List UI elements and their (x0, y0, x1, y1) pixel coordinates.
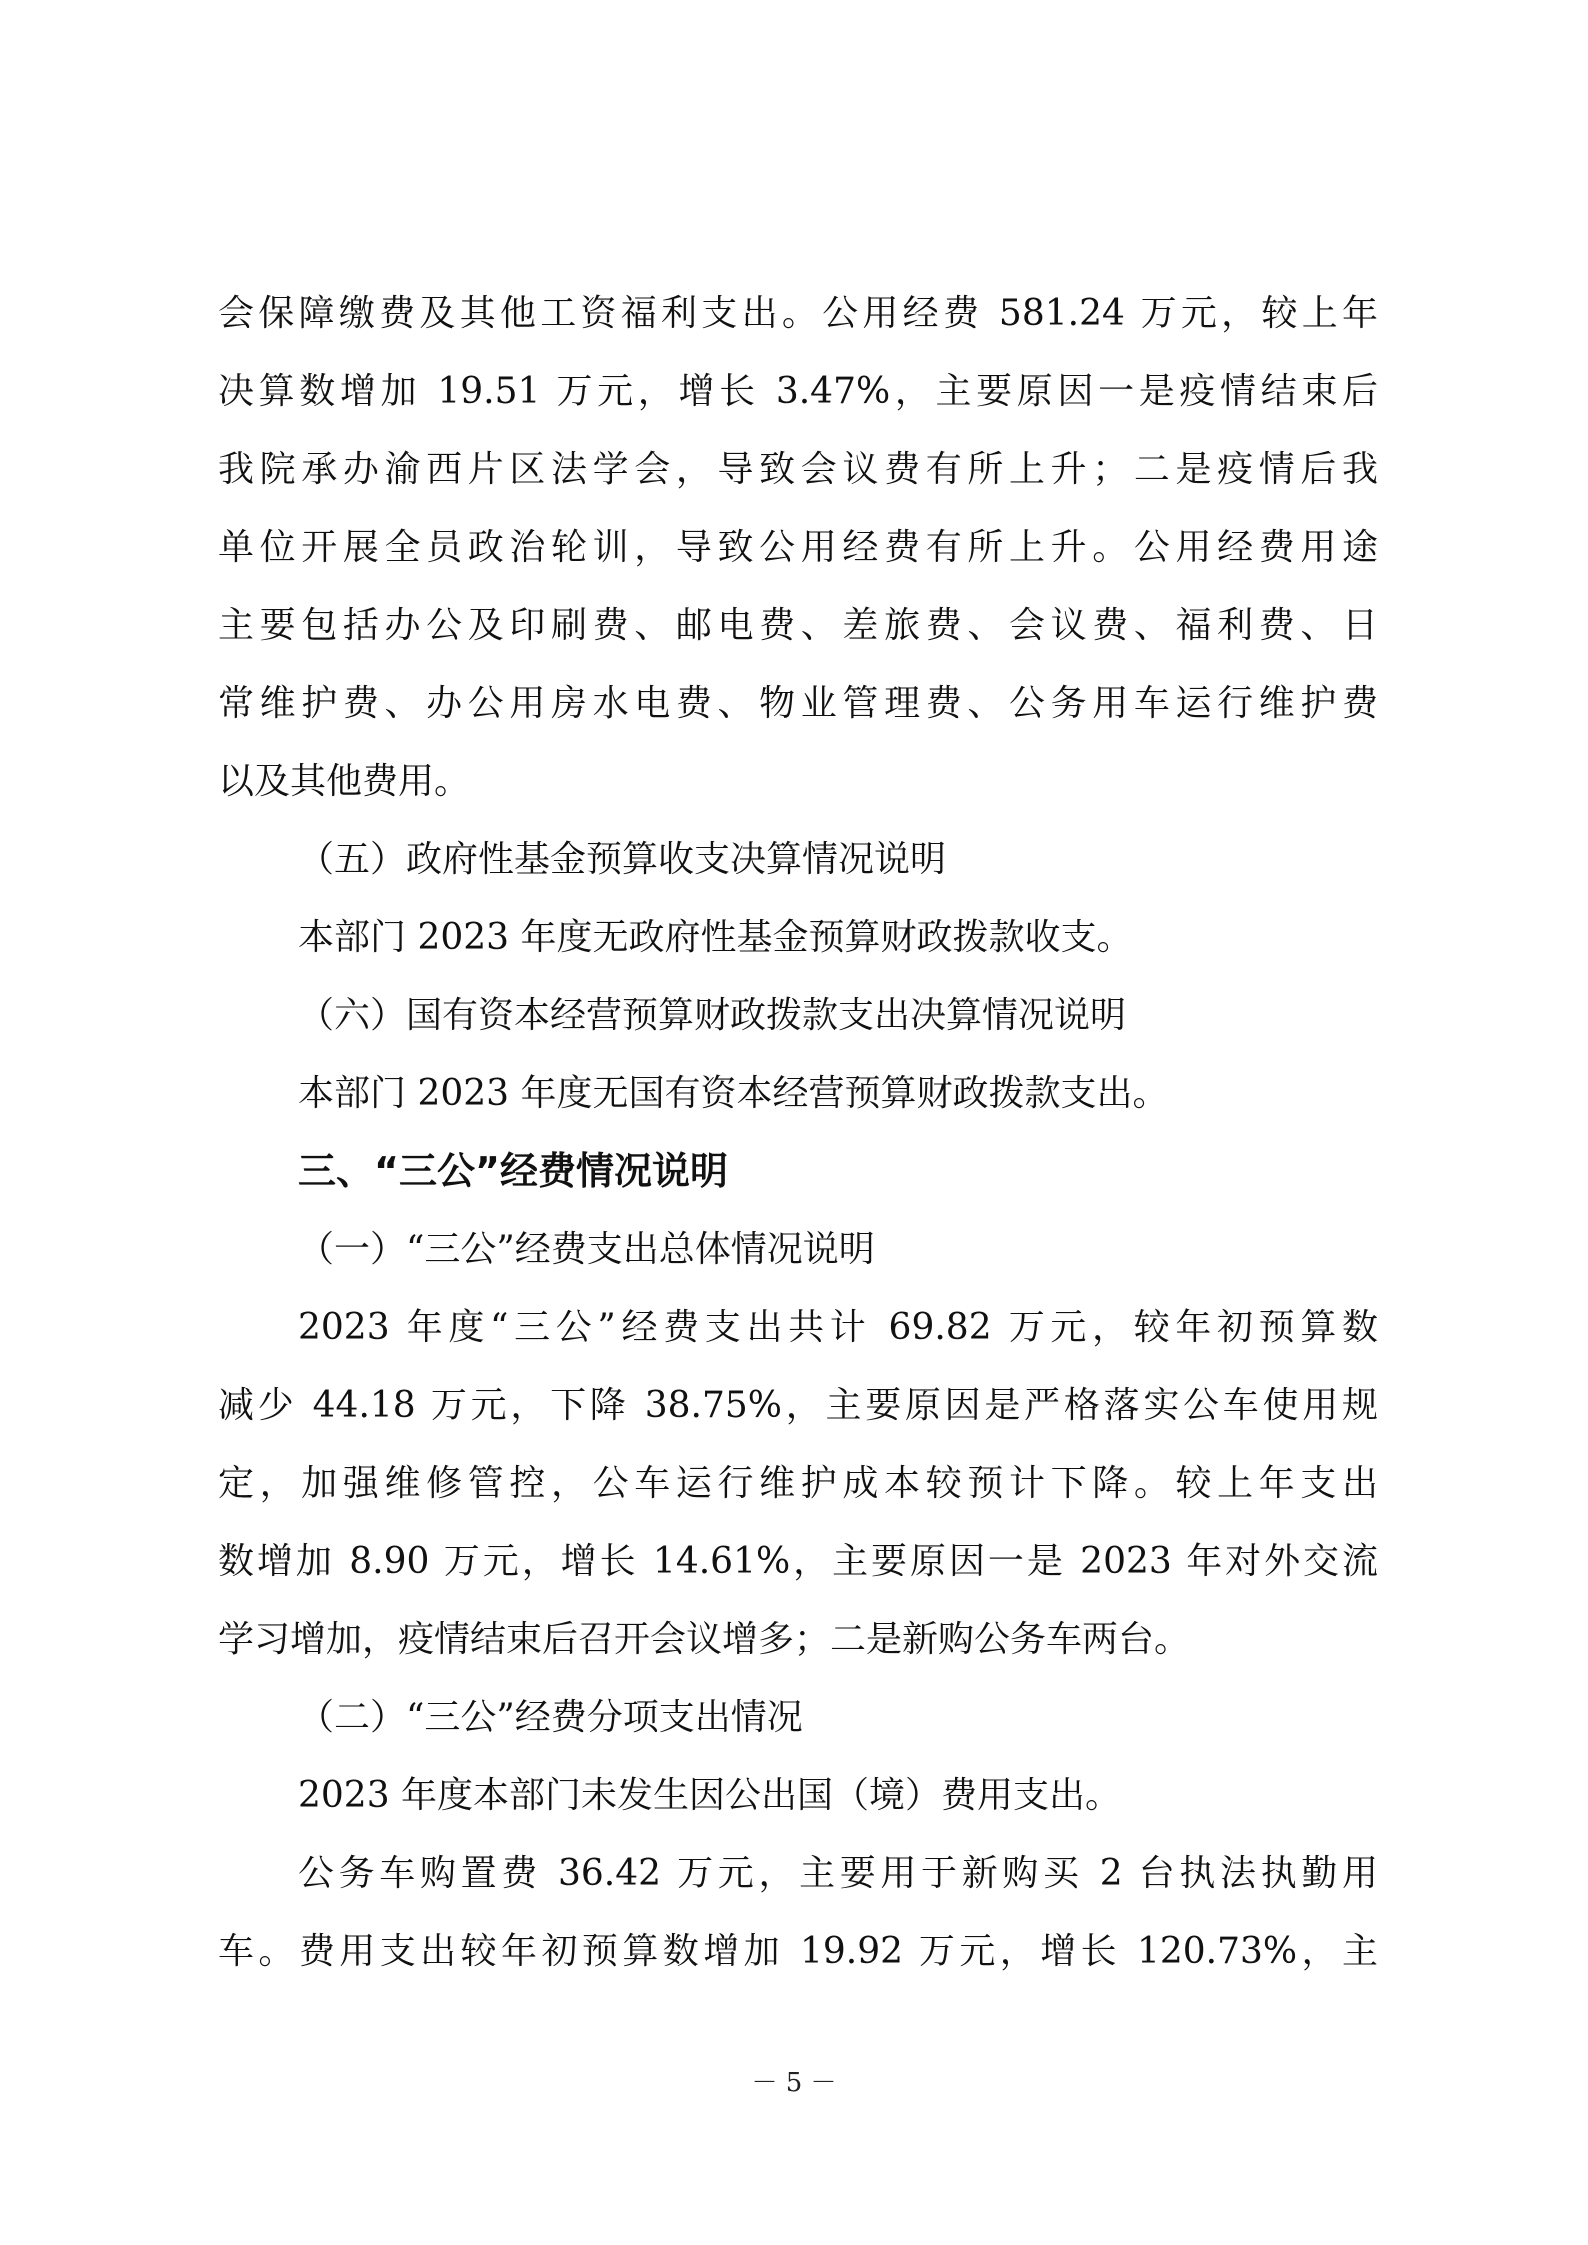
page-number: － 5 － (751, 2068, 837, 2098)
body-line-21: 公务车购置费 36.42 万元，主要用于新购买 2 台执法执勤用 (298, 1853, 1378, 1894)
body-line-1: 会保障缴费及其他工资福利支出。公用经费 581.24 万元，较上年 (218, 293, 1378, 334)
body-line-18: 学习增加，疫情结束后召开会议增多；二是新购公务车两台。 (218, 1619, 1191, 1660)
body-line-17: 数增加 8.90 万元，增长 14.61%，主要原因一是 2023 年对外交流 (218, 1541, 1378, 1582)
body-line-6: 常维护费、办公用房水电费、物业管理费、公务用车运行维护费 (218, 683, 1378, 724)
body-line-15: 减少 44.18 万元，下降 38.75%，主要原因是严格落实公车使用规 (218, 1385, 1378, 1426)
body-line-20: 2023 年度本部门未发生因公出国（境）费用支出。 (298, 1775, 1122, 1816)
body-line-5: 主要包括办公及印刷费、邮电费、差旅费、会议费、福利费、日 (218, 605, 1378, 646)
chapter-heading-3: 三、“三公”经费情况说明 (298, 1149, 728, 1193)
section-heading-5: （五）政府性基金预算收支决算情况说明 (298, 839, 947, 880)
body-line-4: 单位开展全员政治轮训，导致公用经费有所上升。公用经费用途 (218, 527, 1378, 568)
subsection-heading-2: （二）“三公”经费分项支出情况 (298, 1697, 803, 1738)
body-line-14: 2023 年度“三公”经费支出共计 69.82 万元，较年初预算数 (298, 1307, 1378, 1348)
section-heading-6: （六）国有资本经营预算财政拨款支出决算情况说明 (298, 995, 1127, 1036)
body-line-7: 以及其他费用。 (218, 761, 471, 802)
body-line-11: 本部门 2023 年度无国有资本经营预算财政拨款支出。 (298, 1073, 1169, 1114)
body-line-9: 本部门 2023 年度无政府性基金预算财政拨款收支。 (298, 917, 1133, 958)
body-line-3: 我院承办渝西片区法学会，导致会议费有所上升；二是疫情后我 (218, 449, 1378, 490)
body-line-16: 定，加强维修管控，公车运行维护成本较预计下降。较上年支出 (218, 1463, 1378, 1504)
body-line-2: 决算数增加 19.51 万元，增长 3.47%，主要原因一是疫情结束后 (218, 371, 1378, 412)
subsection-heading-1: （一）“三公”经费支出总体情况说明 (298, 1229, 875, 1270)
body-line-22: 车。费用支出较年初预算数增加 19.92 万元，增长 120.73%，主 (218, 1931, 1378, 1972)
